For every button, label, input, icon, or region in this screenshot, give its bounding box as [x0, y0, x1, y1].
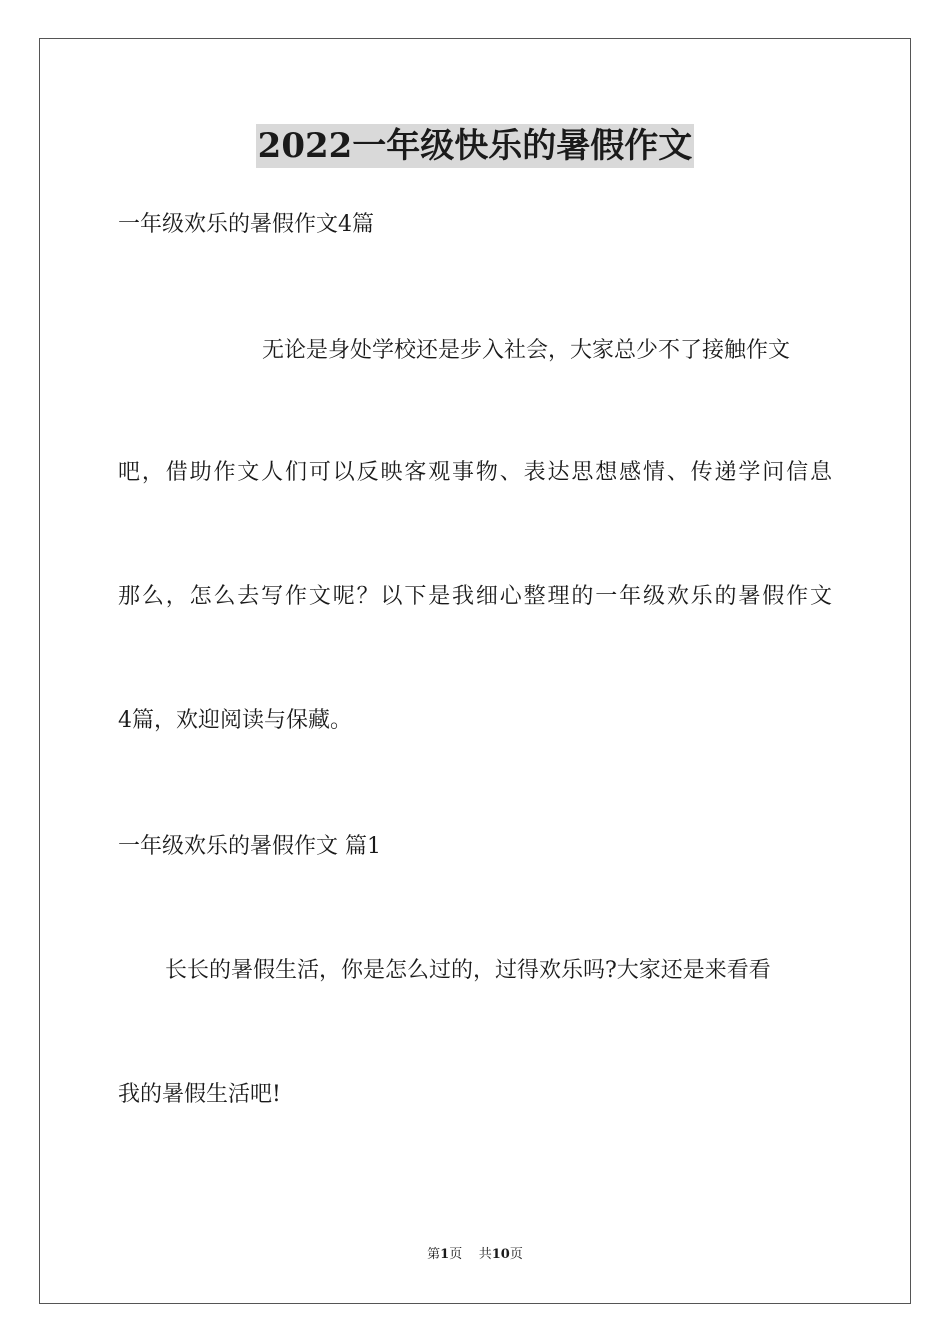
- paragraph-line-5: 长长的暑假生活，你是怎么过的，过得欢乐吗?大家还是来看看: [165, 958, 771, 983]
- section-heading: 一年级欢乐的暑假作文 篇1: [118, 834, 381, 859]
- paragraph-line-6: 我的暑假生活吧!: [118, 1082, 281, 1107]
- footer-page-prefix: 第: [427, 1247, 441, 1262]
- footer-page-number: 1: [440, 1247, 450, 1262]
- title-wrap: [0, 124, 950, 168]
- paragraph-line-1: 无论是身处学校还是步入社会，大家总少不了接触作文: [262, 338, 791, 363]
- subtitle-line: 一年级欢乐的暑假作文4篇: [118, 212, 374, 237]
- paragraph-line-3: 那么，怎么去写作文呢？以下是我细心整理的一年级欢乐的暑假作文: [118, 584, 832, 609]
- paragraph-line-2: 吧，借助作文人们可以反映客观事物、表达思想感情、传递学问信息: [118, 460, 832, 485]
- footer-total-pages: 10: [491, 1247, 510, 1262]
- paragraph-line-4: 4篇，欢迎阅读与保藏。: [118, 708, 352, 733]
- footer-total-prefix: 共: [478, 1247, 492, 1262]
- footer-page-suffix: 页: [449, 1247, 463, 1262]
- page-footer: [0, 1246, 950, 1264]
- document-title: 2022一年级快乐的暑假作文: [257, 126, 693, 166]
- footer-total-suffix: 页: [509, 1247, 523, 1262]
